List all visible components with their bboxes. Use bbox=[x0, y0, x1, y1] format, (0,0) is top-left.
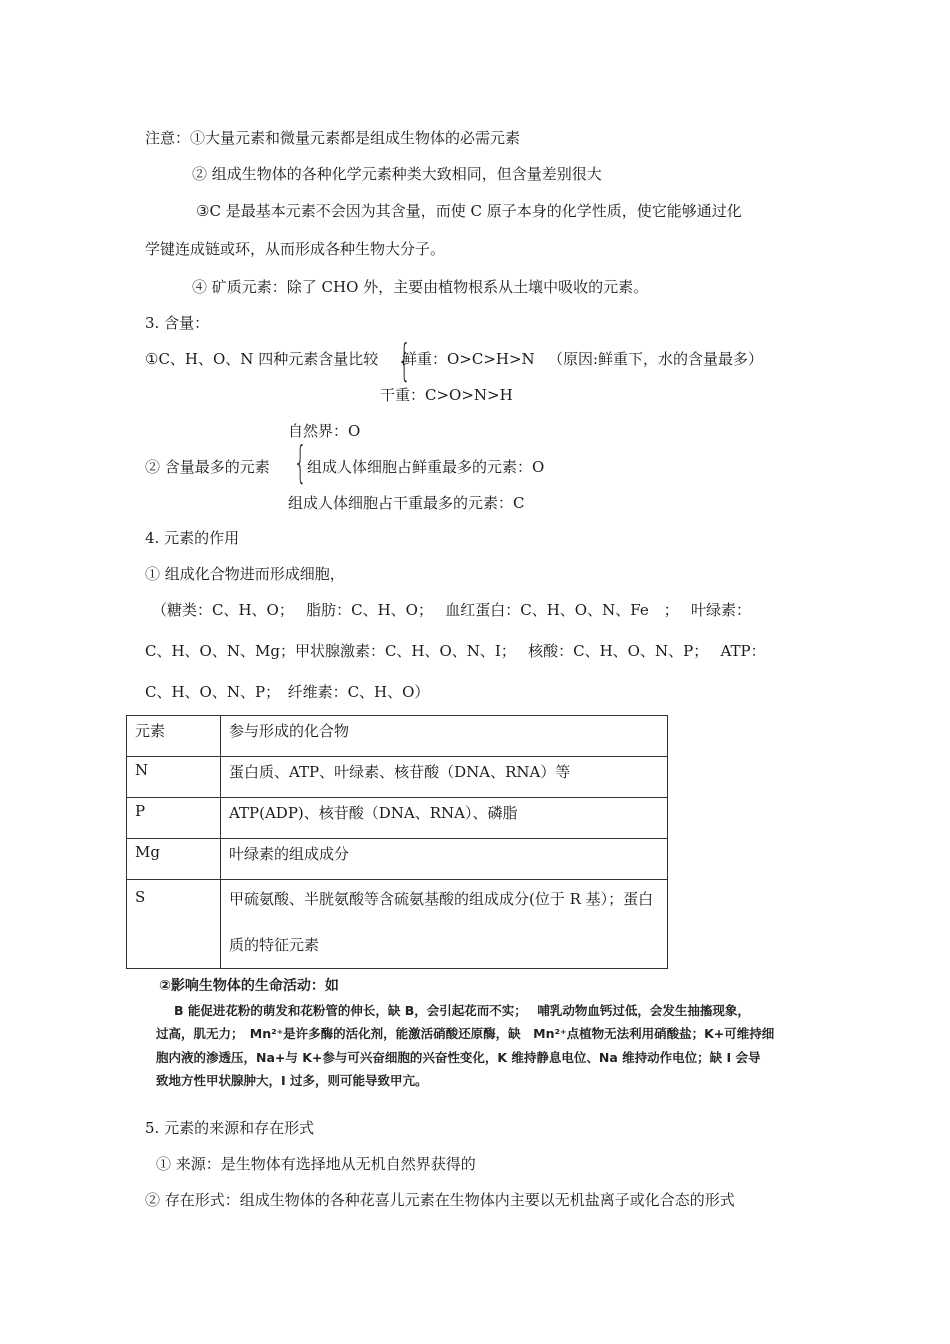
table-cell-element: Mg bbox=[127, 839, 221, 880]
effect-line-2: 过高，肌无力； Mn²⁺是许多酶的活化剂，能激活硝酸还原酶，缺 Mn²⁺点植物无法利用硝酸盐；K+可维持细 bbox=[156, 1026, 775, 1041]
table-cell-element: S bbox=[127, 880, 221, 969]
composition-list-line-2: C、H、O、N、Mg；甲状腺激素：C、H、O、N、I； 核酸：C、H、O、N、P； ATP： bbox=[145, 642, 766, 660]
most-human-fresh: 组成人体细胞占鲜重最多的元素：O bbox=[307, 458, 545, 476]
section-5-source: ① 来源：是生物体有选择地从无机自然界获得的 bbox=[156, 1155, 476, 1173]
table-row bbox=[127, 798, 668, 839]
brace-symbol: { bbox=[294, 437, 307, 488]
table-row bbox=[127, 757, 668, 798]
effect-line-3: 胞内液的渗透压，Na+与 K+参与可兴奋细胞的兴奋性变化，K 维持静息电位、Na 维持动作电位；缺 I 会导 bbox=[156, 1049, 761, 1065]
table-cell-compounds: ATP(ADP)、核苷酸（DNA、RNA）、磷脂 bbox=[221, 798, 668, 839]
table-cell-text: 甲硫氨酸、半胱氨酸等含硫氨基酸的组成成分(位于 R 基）；蛋白质的特征元素 bbox=[229, 890, 654, 954]
scanned-note-block bbox=[156, 975, 796, 1093]
table-header-row bbox=[127, 716, 668, 757]
brace-symbol: { bbox=[398, 335, 411, 386]
fresh-weight-reason: （原因:鲜重下，水的含量最多） bbox=[548, 350, 764, 368]
note-item-2: ② 组成生物体的各种化学元素种类大致相同，但含量差别很大 bbox=[192, 165, 602, 183]
note-item-4: ④ 矿质元素：除了 CHO 外，主要由植物根系从土壤中吸收的元素。 bbox=[192, 278, 649, 296]
note-item-3-line-1: ③C 是最基本元素不会因为其含量，而使 C 原子本身的化学性质，使它能够通过化 bbox=[196, 202, 742, 220]
element-compound-table bbox=[126, 715, 668, 969]
table-cell-compounds bbox=[221, 880, 668, 969]
most-human-dry: 组成人体细胞占干重最多的元素：C bbox=[288, 494, 525, 512]
note-item-3-line-2: 学键连成链或环，从而形成各种生物大分子。 bbox=[145, 240, 446, 258]
note-intro: 注意：①大量元素和微量元素都是组成生物体的必需元素 bbox=[145, 129, 521, 147]
fresh-weight-order: 鲜重：O>C>H>N bbox=[402, 350, 535, 368]
content-compare-label: ①C、H、O、N 四种元素含量比较 bbox=[145, 350, 379, 368]
effect-title: ②影响生物体的生命活动：如 bbox=[159, 978, 339, 994]
table-cell-compounds: 叶绿素的组成成分 bbox=[221, 839, 668, 880]
effect-line-1: B 能促进花粉的萌发和花粉管的伸长，缺 B，会引起花而不实； 哺乳动物血钙过低，会发生抽搐现象， bbox=[174, 1002, 750, 1018]
effect-line-4: 致地方性甲状腺肿大，I 过多，则可能导致甲亢。 bbox=[156, 1073, 428, 1088]
section-4-item-1: ① 组成化合物进而形成细胞， bbox=[145, 565, 345, 583]
most-nature: 自然界：O bbox=[288, 422, 361, 440]
table-row bbox=[127, 880, 668, 969]
table-header-cell: 参与形成的化合物 bbox=[221, 716, 668, 757]
table-row bbox=[127, 839, 668, 880]
table-cell-compounds: 蛋白质、ATP、叶绿素、核苷酸（DNA、RNA）等 bbox=[221, 757, 668, 798]
most-element-label: ② 含量最多的元素 bbox=[145, 458, 270, 476]
table-cell-element: P bbox=[127, 798, 221, 839]
table-header-cell: 元素 bbox=[127, 716, 221, 757]
section-5-form: ② 存在形式：组成生物体的各种花喜儿元素在生物体内主要以无机盐离子或化合态的形式 bbox=[145, 1191, 735, 1209]
section-5-title: 5. 元素的来源和存在形式 bbox=[145, 1119, 315, 1137]
composition-list-line-1: （糖类：C、H、O； 脂肪：C、H、O； 血红蛋白：C、H、O、N、Fe ； 叶绿素： bbox=[152, 601, 751, 619]
dry-weight-order: 干重：C>O>N>H bbox=[380, 386, 513, 404]
section-4-title: 4. 元素的作用 bbox=[145, 529, 240, 547]
section-3-title: 3. 含量： bbox=[145, 314, 210, 332]
table-cell-element: N bbox=[127, 757, 221, 798]
composition-list-line-3: C、H、O、N、P； 纤维素：C、H、O） bbox=[145, 683, 430, 701]
